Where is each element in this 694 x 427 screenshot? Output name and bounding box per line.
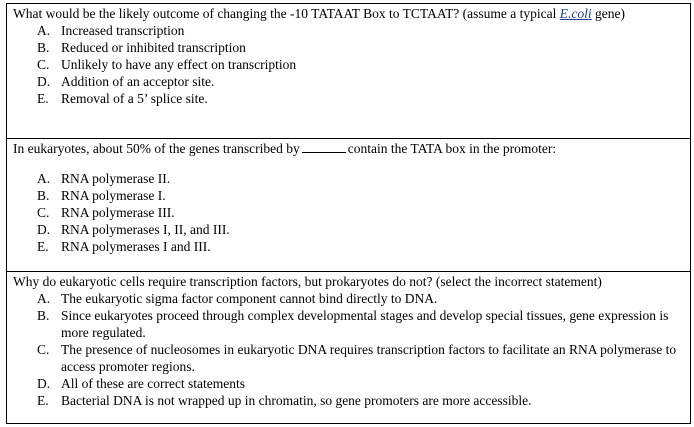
choice-letter: B. (37, 308, 50, 323)
answer-choice (37, 290, 685, 307)
choice-text: Removal of a 5’ splice site. (61, 91, 208, 106)
stem-text-end: gene) (591, 6, 626, 21)
choice-letter: E. (37, 239, 49, 254)
choice-letter: D. (37, 74, 51, 89)
choice-text: Increased transcription (61, 23, 185, 38)
choice-text: Reduced or inhibited transcription (61, 40, 246, 55)
fill-in-blank (302, 141, 346, 153)
question-cell-3 (7, 271, 690, 423)
answer-choice (37, 90, 685, 107)
choice-letter: B. (37, 40, 50, 55)
choice-text: All of these are correct statements (61, 376, 246, 391)
choice-letter: A. (37, 23, 51, 38)
question-stem: Why do eukaryotic cells require transcription factors, but prokaryotes do not? (select the incorrect statement) (13, 274, 602, 289)
answer-choice (37, 73, 685, 90)
choice-letter: D. (37, 376, 51, 391)
spacer (13, 157, 685, 170)
choice-text: The eukaryotic sigma factor component cannot bind directly to DNA. (61, 291, 438, 306)
stem-text: What would be the likely outcome of changing the -10 TATAAT Box to TCTAAT? (assume a typical (13, 6, 560, 21)
question-stem (13, 5, 685, 22)
stem-text: In eukaryotes, about 50% of the genes transcribed by (13, 141, 300, 156)
answer-choice (37, 187, 685, 204)
answer-choice (37, 375, 685, 392)
choice-letter: C. (37, 57, 50, 72)
choice-letter: A. (37, 171, 51, 186)
choice-text: RNA polymerases I and III. (61, 239, 211, 254)
answer-choice (37, 56, 685, 73)
answer-choice (37, 392, 685, 409)
choice-letter: C. (37, 205, 50, 220)
choice-letter: B. (37, 188, 50, 203)
choice-text: RNA polymerases I, II, and III. (61, 222, 230, 237)
choice-text: Unlikely to have any effect on transcription (61, 57, 297, 72)
stem-text-end: contain the TATA box in the promoter: (347, 141, 557, 156)
answer-choice (37, 170, 685, 187)
question-stem (13, 140, 685, 157)
answer-choice (37, 204, 685, 221)
choice-letter: D. (37, 222, 51, 237)
choice-text: The presence of nucleosomes in eukaryotic DNA requires transcription factors to facilitate an RNA polymerase to access promoter regions. (61, 342, 677, 374)
choice-letter: A. (37, 291, 51, 306)
answer-choice (37, 307, 685, 341)
answer-choices (13, 22, 685, 107)
choice-text: Addition of an acceptor site. (61, 74, 215, 89)
answer-choice (37, 221, 685, 238)
choice-text: RNA polymerase II. (61, 171, 171, 186)
choice-text: Bacterial DNA is not wrapped up in chromatin, so gene promoters are more accessible. (61, 393, 532, 408)
choice-letter: E. (37, 393, 49, 408)
answer-choices (13, 170, 685, 255)
choice-text: RNA polymerase I. (61, 188, 166, 203)
answer-choice (37, 238, 685, 255)
answer-choice (37, 39, 685, 56)
question-cell-1 (7, 4, 690, 138)
ecoli-link[interactable]: E.coli (559, 6, 592, 21)
answer-choices (13, 290, 685, 409)
answer-choice (37, 22, 685, 39)
choice-letter: E. (37, 91, 49, 106)
choice-letter: C. (37, 342, 50, 357)
choice-text: RNA polymerase III. (61, 205, 175, 220)
question-table (6, 3, 691, 424)
choice-text: Since eukaryotes proceed through complex developmental stages and develop special tissues, gene expression is more regulated. (61, 308, 669, 340)
question-cell-2 (7, 138, 690, 271)
answer-choice (37, 341, 685, 375)
